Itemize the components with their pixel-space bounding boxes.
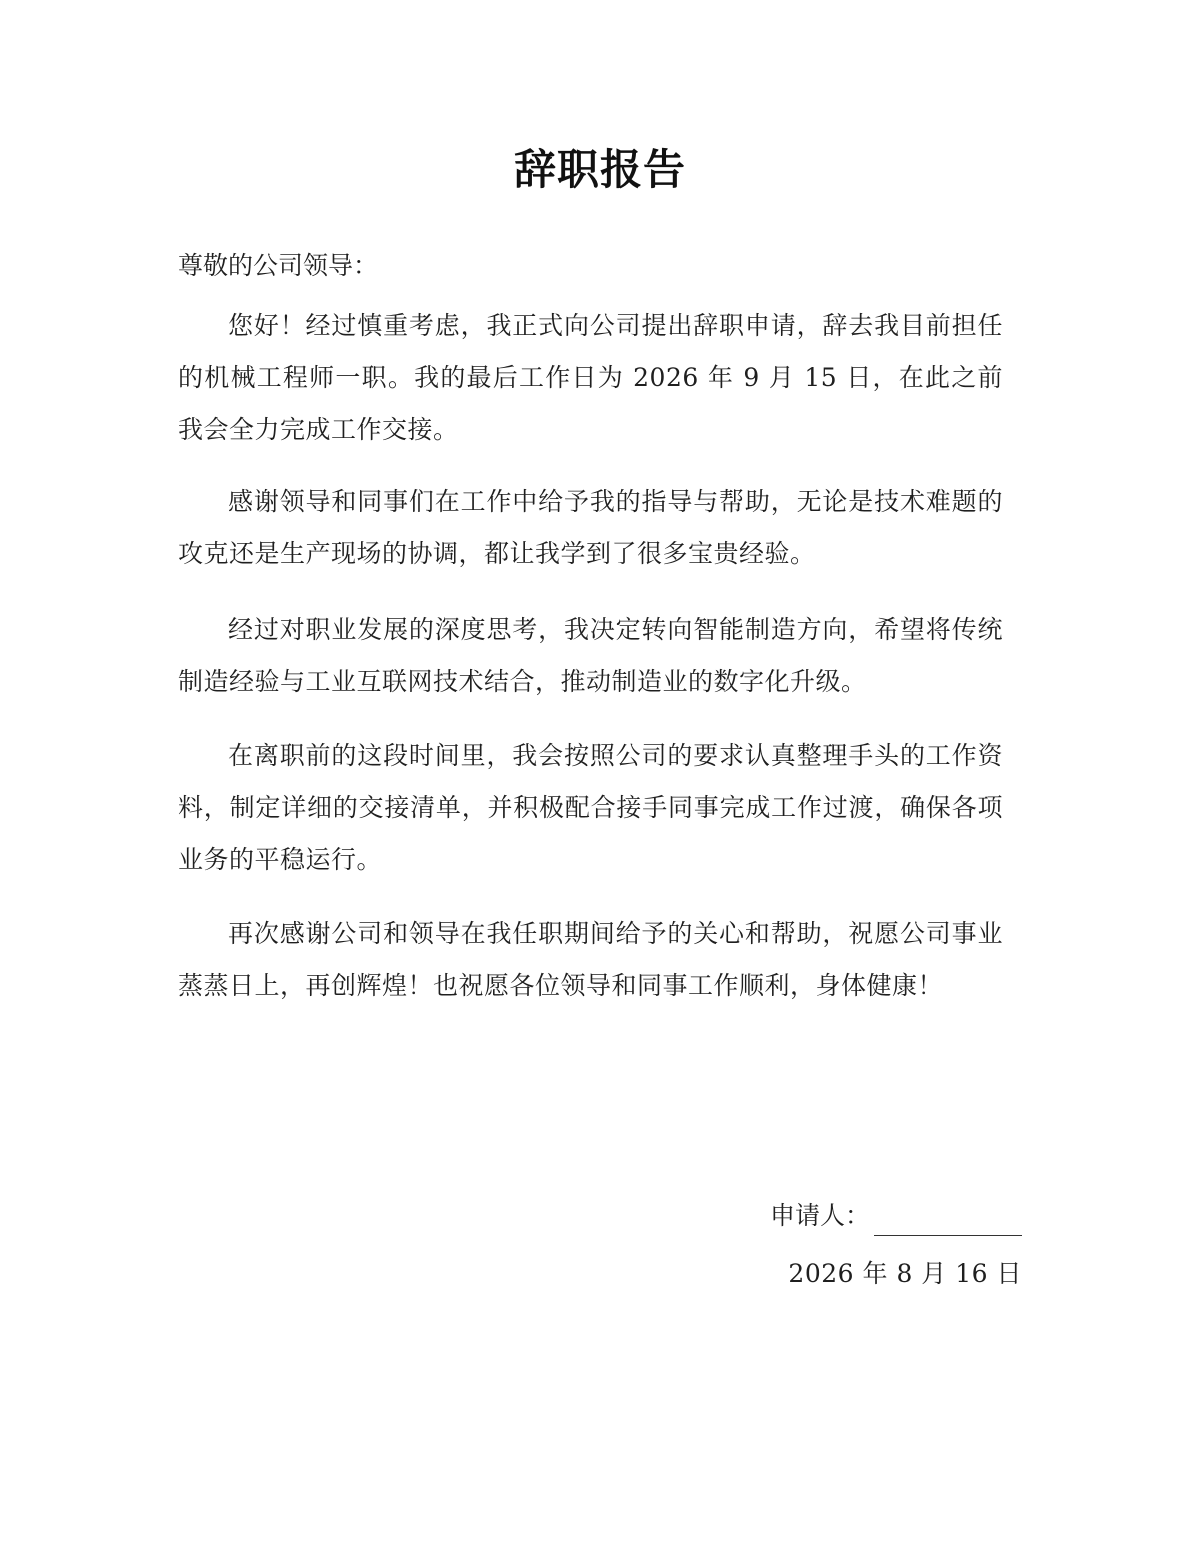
paragraph-2: 感谢领导和同事们在工作中给予我的指导与帮助，无论是技术难题的攻克还是生产现场的协调，都让我学到了很多宝贵经验。	[178, 487, 1003, 568]
paragraph-5: 再次感谢公司和领导在我任职期间给予的关心和帮助，祝愿公司事业蒸蒸日上，再创辉煌！也祝愿各位领导和同事工作顺利，身体健康！	[178, 919, 1003, 1000]
signature-line	[874, 1205, 1022, 1236]
signature-block	[770, 1196, 1022, 1236]
salutation: 尊敬的公司领导：	[178, 251, 379, 280]
paragraph-1: 您好！经过慎重考虑，我正式向公司提出辞职申请，辞去我目前担任的机械工程师一职。我的最后工作日为 2026 年 9 月 15 日，在此之前我会全力完成工作交接。	[178, 311, 1003, 444]
document-date: 2026 年 8 月 16 日	[788, 1259, 1022, 1288]
paragraph-4: 在离职前的这段时间里，我会按照公司的要求认真整理手头的工作资料，制定详细的交接清单，并积极配合接手同事完成工作过渡，确保各项业务的平稳运行。	[178, 741, 1003, 874]
signature-label: 申请人：	[769, 1201, 870, 1230]
document-title: 辞职报告	[513, 145, 686, 194]
paragraph-3: 经过对职业发展的深度思考，我决定转向智能制造方向，希望将传统制造经验与工业互联网技术结合，推动制造业的数字化升级。	[178, 615, 1003, 696]
